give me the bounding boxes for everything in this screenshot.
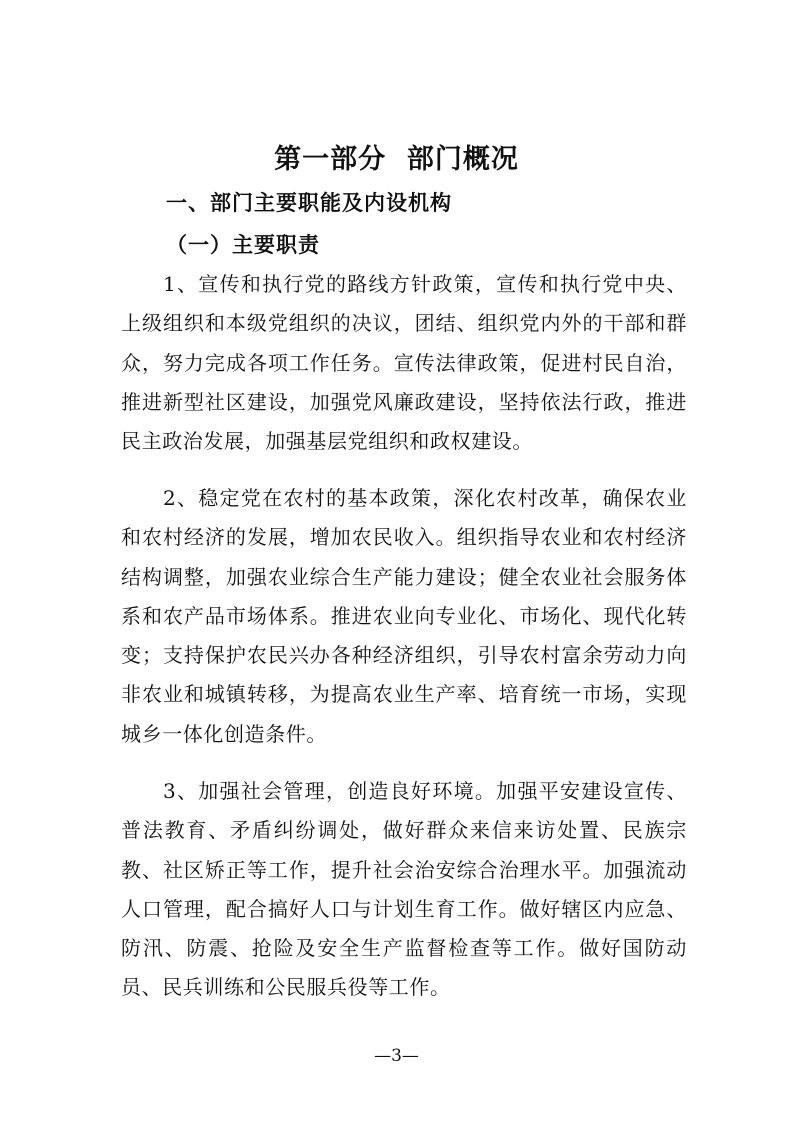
section-heading: 一、部门主要职能及内设机构 [166, 191, 452, 215]
subsection-heading: （一）主要职责 [166, 232, 320, 257]
paragraph-duty-2: 2、稳定党在农村的基本政策，深化农村改革，确保农业和农村经济的发展，增加农民收入。组织指导农业和农村经济结构调整，加强农业综合生产能力建设；健全农业社会服务体系和农产品市场体系。推进农业向专业化、市场化、现代化转变；支持保护农民兴办各种经济组织，引导农村富余劳动力向非农业和城镇转移，为提高农业生产率、培育统一市场，实现城乡一体化创造条件。 [121, 486, 687, 746]
paragraph-duty-1: 1、宣传和执行党的路线方针政策，宣传和执行党中央、上级组织和本级党组织的决议，团结、组织党内外的干部和群众，努力完成各项工作任务。宣传法律政策，促进村民自治，推进新型社区建设，加强党风廉政建设，坚持依法行政，推进民主政治发展，加强基层党组织和政权建设。 [121, 272, 687, 454]
page-title: 第一部分 部门概况 [274, 144, 519, 175]
page-number: —3— [374, 1046, 419, 1066]
paragraph-duty-3: 3、加强社会管理，创造良好环境。加强平安建设宣传、普法教育、矛盾纠纷调处，做好群众来信来访处置、民族宗教、社区矫正等工作，提升社会治安综合治理水平。加强流动人口管理，配合搞好人口与计划生育工作。做好辖区内应急、防汛、防震、抢险及安全生产监督检查等工作。做好国防动员、民兵训练和公民服兵役等工作。 [121, 779, 687, 1000]
